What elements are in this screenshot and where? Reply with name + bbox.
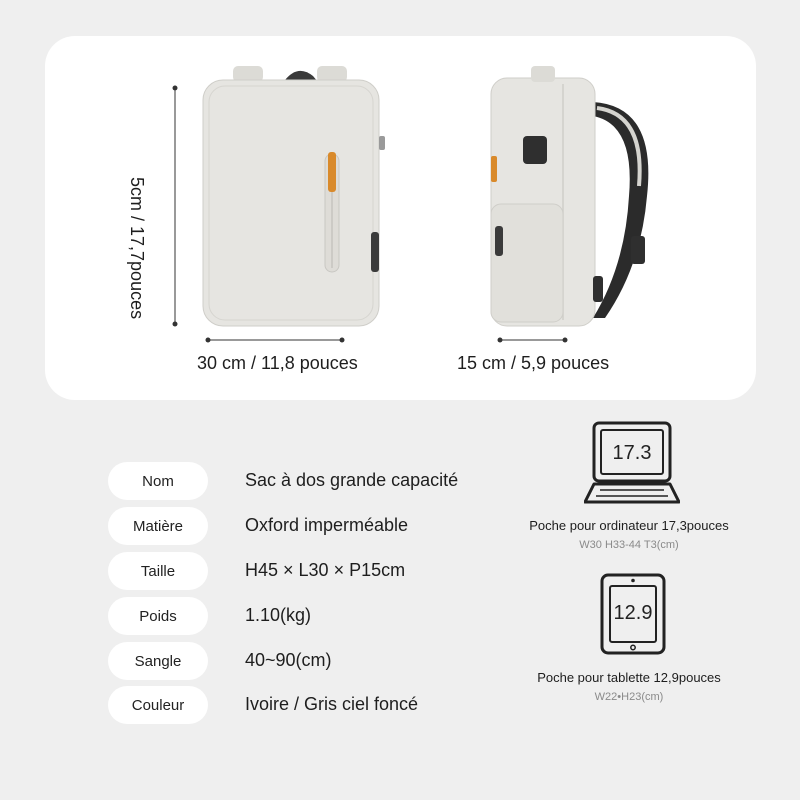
tablet-pocket-size: W22•H23(cm) [594,691,664,703]
laptop-screen-text: 17.3 [612,442,652,464]
laptop-pocket-info [489,518,769,551]
tablet-pocket-info [489,670,769,703]
spec-row-weight [108,597,528,637]
laptop-pocket-size: W30 H33-44 T3(cm) [579,539,679,551]
spec-value: Sac à dos grande capacité [245,470,459,490]
tablet-screen-text: 12.9 [613,602,653,624]
laptop-icon [584,420,680,506]
height-dimension-label: 5cm / 17,7pouces [127,177,147,320]
spec-value: H45 × L30 × P15cm [245,560,406,580]
depth-dimension-line [498,338,568,343]
product-hero-card [45,36,756,400]
backpack-views-illustration [45,36,756,400]
spec-label: Taille [108,552,208,590]
spec-label: Sangle [108,642,208,680]
laptop-pocket-title: Poche pour ordinateur 17,3pouces [529,518,729,533]
tablet-icon [599,572,667,656]
spec-label: Couleur [108,686,208,724]
spec-row-size [108,552,528,592]
backpack-front-view [203,66,385,326]
tablet-pocket-title: Poche pour tablette 12,9pouces [537,670,721,685]
backpack-side-view [491,66,648,326]
width-dimension-line [206,338,345,343]
spec-row-strap [108,642,528,682]
spec-value: Oxford imperméable [245,515,409,535]
spec-row-color [108,686,528,726]
spec-label: Poids [108,597,208,635]
spec-value: Ivoire / Gris ciel foncé [245,694,419,714]
spec-value: 40~90(cm) [245,650,332,670]
width-dimension-label: 30 cm / 11,8 pouces [197,353,358,373]
spec-value: 1.10(kg) [245,605,312,625]
depth-dimension-label: 15 cm / 5,9 pouces [457,353,610,373]
spec-label: Nom [108,462,208,500]
spec-row-material [108,507,528,547]
height-dimension-line [173,86,178,327]
spec-row-name [108,462,528,502]
spec-label: Matière [108,507,208,545]
